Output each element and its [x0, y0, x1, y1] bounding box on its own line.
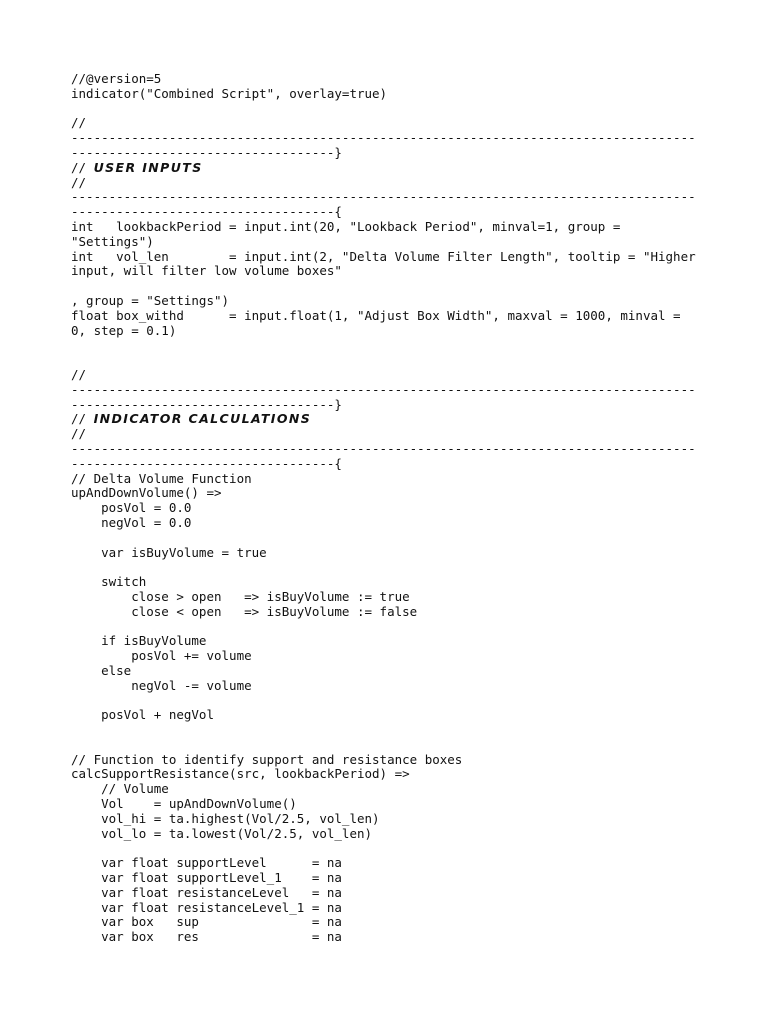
blank-line — [71, 693, 701, 708]
code-line: var float supportLevel = na — [71, 855, 342, 871]
code-line: //@version=5 — [71, 71, 162, 86]
code-line: if isBuyVolume — [71, 633, 207, 649]
divider-line: ----------------------------------------------------------------------------------- — [71, 440, 696, 456]
blank-line — [71, 531, 701, 546]
code-line: 0, step = 0.1) — [71, 322, 177, 338]
code-line: posVol += volume — [71, 648, 252, 664]
heading-text: INDICATOR CALCULATIONS — [93, 411, 312, 427]
divider-line: -----------------------------------} — [71, 144, 342, 160]
code-line: posVol + negVol — [71, 707, 214, 723]
code-line: "Settings") — [71, 233, 154, 249]
code-document — [71, 72, 701, 945]
code-line: close > open => isBuyVolume := true — [71, 588, 410, 604]
blank-line — [71, 279, 701, 294]
code-line: // Function to identify support and resistance boxes — [71, 751, 463, 767]
divider-line: ----------------------------------------------------------------------------------- — [71, 130, 696, 146]
code-line: // — [71, 366, 87, 382]
code-line: var float supportLevel_1 = na — [71, 870, 342, 886]
section-heading-indicator-calculations — [71, 412, 701, 427]
code-line: // — [71, 174, 87, 190]
divider-line: -----------------------------------{ — [71, 455, 342, 471]
divider-line: ----------------------------------------------------------------------------------- — [71, 189, 696, 205]
heading-prefix: // — [71, 411, 94, 427]
code-line: // — [71, 115, 87, 131]
code-line: negVol = 0.0 — [71, 514, 192, 530]
code-line: var float resistanceLevel = na — [71, 884, 342, 900]
blank-line — [71, 723, 701, 738]
code-line: var box res = na — [71, 929, 342, 945]
code-line: var isBuyVolume = true — [71, 544, 267, 560]
code-line: switch — [71, 574, 147, 590]
code-line: upAndDownVolume() => — [71, 485, 222, 501]
blank-line — [71, 738, 701, 753]
code-line: int lookbackPeriod = input.int(20, "Lookback Period", minval=1, group = — [71, 218, 621, 234]
code-line: posVol = 0.0 — [71, 500, 192, 516]
code-line: // Volume — [71, 781, 169, 797]
code-line: close < open => isBuyVolume := false — [71, 603, 418, 619]
code-line: calcSupportResistance(src, lookbackPeriod) => — [71, 766, 410, 782]
blank-line — [71, 619, 701, 634]
code-line: // Delta Volume Function — [71, 470, 252, 486]
code-line: vol_hi = ta.highest(Vol/2.5, vol_len) — [71, 810, 380, 826]
divider-line: ----------------------------------------------------------------------------------- — [71, 381, 696, 397]
blank-line — [71, 353, 701, 368]
blank-line — [71, 338, 701, 353]
code-line: vol_lo = ta.lowest(Vol/2.5, vol_len) — [71, 825, 373, 841]
code-line: float box_withd = input.float(1, "Adjust Box Width", maxval = 1000, minval = — [71, 307, 681, 323]
code-line: int vol_len = input.int(2, "Delta Volume Filter Length", tooltip = "Higher — [71, 248, 696, 264]
code-line: Vol = upAndDownVolume() — [71, 796, 297, 812]
section-heading-user-inputs — [71, 161, 701, 176]
blank-line — [71, 560, 701, 575]
code-line: , group = "Settings") — [71, 292, 230, 308]
blank-line — [71, 841, 701, 856]
blank-line — [71, 102, 701, 117]
code-line: else — [71, 662, 132, 678]
divider-line: -----------------------------------} — [71, 396, 342, 412]
code-line: input, will filter low volume boxes" — [71, 263, 342, 279]
divider-line: -----------------------------------{ — [71, 204, 342, 220]
heading-text: USER INPUTS — [93, 159, 203, 175]
code-line: var box sup = na — [71, 914, 342, 930]
heading-prefix: // — [71, 159, 94, 175]
code-line: negVol -= volume — [71, 677, 252, 693]
code-line: // — [71, 426, 87, 442]
code-line: var float resistanceLevel_1 = na — [71, 899, 342, 915]
code-line: indicator("Combined Script", overlay=true) — [71, 85, 388, 101]
